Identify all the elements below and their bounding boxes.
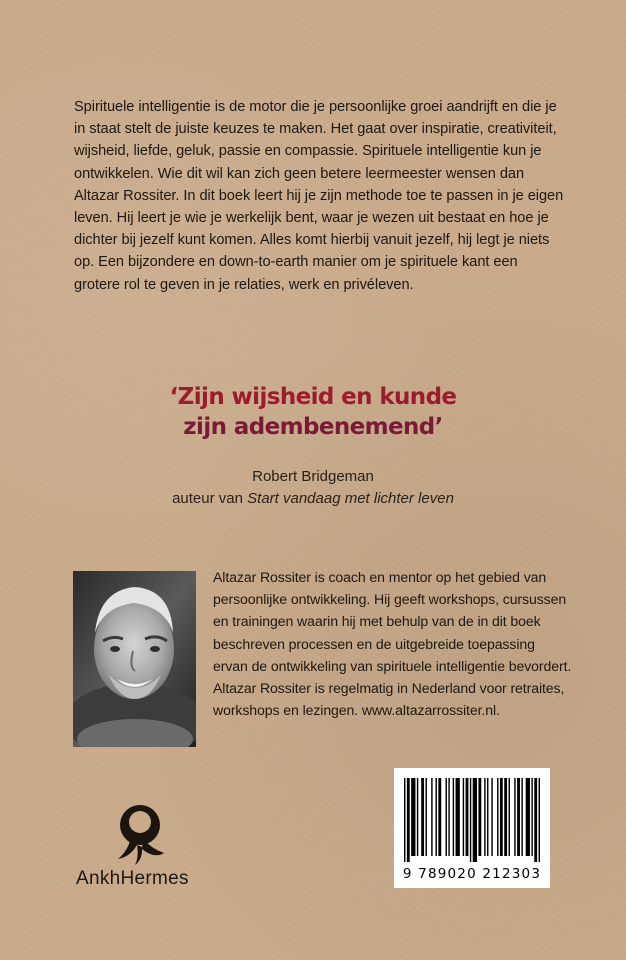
barcode-bar xyxy=(526,778,530,856)
author-bio: Altazar Rossiter is coach en mentor op het gebied van persoonlijke ontwikkeling. Hij geeft workshops, cursussen en trainingen waarin hij met behulp van de in dit boek beschreven processen en de uitgebreide toepassing ervan de ontwikkeling van spirituele intelligentie bevordert. Altazar Rossiter is regelmatig in Nederland voor retraites, workshops en lezingen. www.altazarrossiter.nl. xyxy=(213,569,572,719)
isbn-barcode xyxy=(394,768,550,888)
ankhhermes-logo-icon xyxy=(110,801,170,867)
barcode-bar xyxy=(463,778,464,856)
barcode-bar xyxy=(411,778,415,856)
quote-author: Robert Bridgeman xyxy=(252,468,374,485)
quote-author-role: auteur van xyxy=(172,490,243,507)
pull-quote-line-2: zijn adembenemend’ xyxy=(183,414,443,440)
barcode-bar xyxy=(534,778,537,862)
author-photo xyxy=(73,571,196,747)
pull-quote-line-1: ‘Zijn wijsheid en kunde xyxy=(169,384,457,410)
barcode-bar xyxy=(421,778,424,856)
barcode-bar xyxy=(407,778,410,862)
barcode-bars xyxy=(404,778,540,862)
barcode-bar xyxy=(404,778,405,862)
barcode-bar xyxy=(466,778,469,856)
barcode-bar xyxy=(448,778,449,856)
barcode-bar xyxy=(473,778,477,862)
barcode-bar xyxy=(431,778,432,856)
barcode-bar xyxy=(456,778,460,856)
barcode-bar xyxy=(478,778,481,856)
barcode-bar xyxy=(539,778,540,862)
barcode-bar xyxy=(517,778,520,856)
isbn-number: 9 789020 212303 xyxy=(402,866,542,882)
pull-quote xyxy=(0,382,626,442)
quote-author-book: Start vandaag met lichter leven xyxy=(247,490,454,507)
barcode-bar xyxy=(417,778,418,856)
barcode-bar xyxy=(504,778,507,856)
barcode-bar xyxy=(500,778,503,856)
quote-attribution xyxy=(0,466,626,510)
barcode-bar xyxy=(521,778,522,856)
barcode-bar xyxy=(514,778,515,856)
barcode-bar xyxy=(470,778,471,862)
author-portrait-icon xyxy=(73,571,196,747)
barcode-bar xyxy=(487,778,488,856)
blurb-text: Spirituele intelligentie is de motor die je persoonlijke groei aandrijft en die je in staat stelt de juiste keuzes te maken. Het gaat over inspiratie, creativiteit, wijsheid, liefde, geluk, passie en compassie. Spirituele intelligentie kun je ontwikkelen. Wie dit wil kan zich geen betere leermeester wensen dan Altazar Rossiter. In dit boek leert hij je zijn methode toe te passen in je eigen leven. Hij leert je wie je werkelijk bent, waar je wezen uit bestaat en hoe je dichter bij jezelf kunt komen. Alles komt hierbij vanuit jezelf, hij legt je niets op. Een bijzondere en down-to-earth manier om je spirituele kant een grotere rol te geven in je relaties, werk en privéleven. xyxy=(74,99,564,293)
barcode-bar xyxy=(438,778,441,856)
barcode-bar xyxy=(491,778,492,856)
barcode-bar xyxy=(453,778,454,856)
publisher-name: AnkhHermes xyxy=(76,868,189,889)
quote-author-credit xyxy=(0,488,626,510)
barcode-bar xyxy=(497,778,498,856)
barcode-bar xyxy=(484,778,485,856)
barcode-bar xyxy=(425,778,426,856)
barcode-bar xyxy=(509,778,510,856)
barcode-bar xyxy=(435,778,436,856)
barcode-bar xyxy=(446,778,447,856)
barcode-bar xyxy=(531,778,532,856)
